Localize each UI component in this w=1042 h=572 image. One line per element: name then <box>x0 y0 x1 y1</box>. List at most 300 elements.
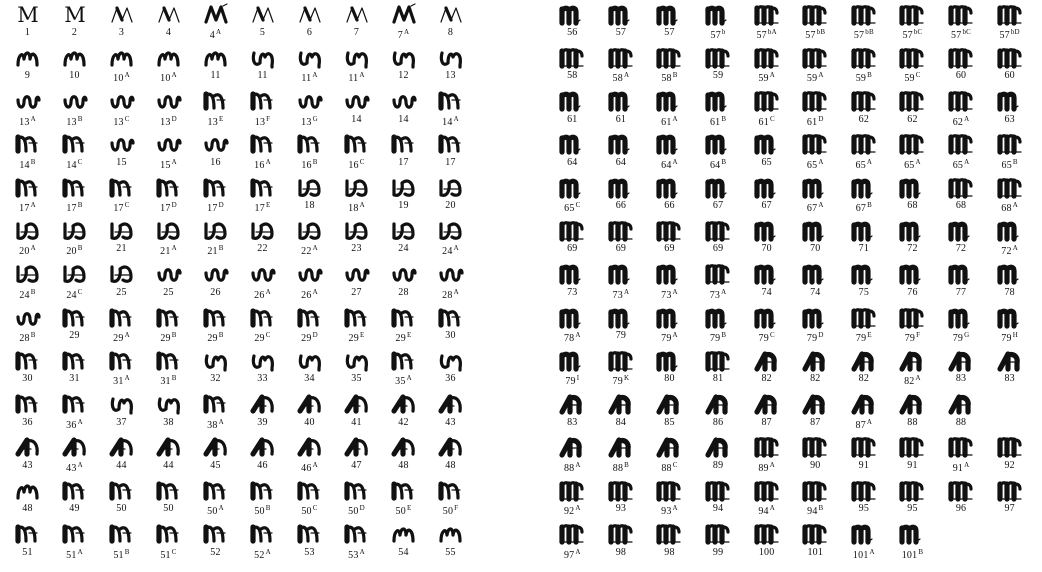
specimen-number: 17 <box>160 203 171 215</box>
specimen-cell <box>239 348 286 391</box>
letter-m-glyph-icon <box>802 175 828 200</box>
specimen-cell <box>937 132 986 175</box>
letter-m-glyph-icon <box>656 522 682 547</box>
specimen-number: 29 <box>395 333 406 345</box>
specimen-number-label <box>398 460 408 471</box>
letter-m-glyph-icon <box>391 45 417 70</box>
letter-m-glyph-icon <box>802 262 828 287</box>
letter-m-glyph-icon <box>899 175 925 200</box>
specimen-cell <box>380 45 427 88</box>
specimen-variant-letter: A <box>869 547 875 556</box>
letter-m-glyph-icon <box>559 218 585 243</box>
specimen-variant-letter: K <box>623 374 630 383</box>
letter-m-glyph-icon <box>948 392 974 417</box>
specimen-number: 43 <box>22 459 33 471</box>
specimen-number: 69 <box>567 243 578 255</box>
specimen-number: 46 <box>301 462 312 474</box>
specimen-number-label <box>166 27 171 38</box>
specimen-cell <box>51 348 98 391</box>
specimen-number: 20 <box>19 246 30 258</box>
specimen-cell <box>192 45 239 88</box>
specimen-cell <box>427 305 474 348</box>
specimen-number-label <box>761 200 771 211</box>
specimen-number: 61 <box>661 116 672 128</box>
letter-m-glyph-icon <box>109 132 135 157</box>
specimen-variant-letter: A <box>672 287 678 296</box>
specimen-number-label <box>859 243 869 254</box>
specimen-number: 79 <box>661 333 672 345</box>
specimen-number: 68 <box>907 200 918 212</box>
specimen-variant-letter: A <box>672 157 678 166</box>
specimen-number: 79 <box>855 333 867 345</box>
letter-m-glyph-icon <box>705 435 731 460</box>
specimen-number-label <box>567 27 577 38</box>
specimen-cell <box>286 218 333 261</box>
specimen-cell <box>888 2 937 45</box>
specimen-variant-letter: A <box>818 71 824 80</box>
letter-m-glyph-icon <box>656 2 682 27</box>
specimen-number-label <box>351 114 361 125</box>
specimen-number-label <box>304 547 314 558</box>
letter-m-glyph-icon <box>203 305 229 330</box>
specimen-number: 57 <box>710 30 721 41</box>
specimen-number-label <box>761 417 771 428</box>
specimen-number: 82 <box>761 373 772 385</box>
letter-m-glyph-icon <box>15 262 41 287</box>
specimen-number-label <box>612 70 630 85</box>
specimen-number: 13 <box>445 70 456 82</box>
specimen-variant-letter: A <box>575 547 581 556</box>
letter-m-glyph-icon <box>109 478 135 503</box>
specimen-number-label <box>563 460 581 474</box>
specimen-cell <box>192 348 239 391</box>
letter-m-glyph-icon <box>608 348 634 373</box>
specimen-variant-letter: A <box>77 460 83 469</box>
specimen-cell <box>645 435 694 478</box>
specimen-cell <box>645 478 694 521</box>
specimen-cell <box>985 175 1034 218</box>
specimen-cell <box>985 45 1034 88</box>
specimen-variant-letter: A <box>964 157 970 166</box>
specimen-number: 29 <box>348 333 359 345</box>
specimen-number-label <box>448 27 453 38</box>
specimen-number-label <box>69 70 79 81</box>
specimen-cell <box>548 175 597 218</box>
specimen-number: 79 <box>612 376 623 388</box>
specimen-number: 43 <box>445 416 456 428</box>
specimen-cell <box>985 2 1034 45</box>
letter-m-glyph-icon <box>705 175 731 200</box>
specimen-number: 68 <box>1001 203 1012 215</box>
specimen-cell <box>239 435 286 478</box>
specimen-number: 87 <box>810 416 821 428</box>
specimen-number-label <box>1001 330 1018 345</box>
specimen-number: 5 <box>259 27 266 38</box>
specimen-number: 53 <box>304 546 315 558</box>
specimen-number-label <box>66 200 83 215</box>
specimen-number: 45 <box>210 459 221 471</box>
specimen-number-label <box>398 114 408 125</box>
specimen-row <box>4 45 474 88</box>
specimen-number: 91 <box>907 459 918 471</box>
letter-m-glyph-icon <box>608 218 634 243</box>
specimen-cell <box>791 305 840 348</box>
specimen-cell <box>333 175 380 218</box>
letter-m-glyph-icon <box>297 305 323 330</box>
letter-m-glyph-icon <box>705 45 731 70</box>
specimen-row <box>548 348 1038 391</box>
specimen-number: 81 <box>712 373 724 385</box>
specimen-number: 58 <box>567 70 578 82</box>
letter-m-glyph-icon <box>109 2 135 27</box>
letter-m-glyph-icon <box>802 89 828 114</box>
letter-m-glyph-icon <box>344 348 370 373</box>
letter-m-glyph-icon <box>391 218 417 243</box>
specimen-number: 99 <box>712 546 724 558</box>
specimen-number: 11 <box>210 70 221 82</box>
specimen-cell <box>985 218 1034 261</box>
letter-m-glyph-icon <box>802 522 828 547</box>
specimen-cell <box>548 435 597 478</box>
specimen-cell <box>937 435 986 478</box>
specimen-number: 83 <box>567 416 578 428</box>
specimen-number: 52 <box>254 549 265 561</box>
specimen-number-label <box>116 287 126 298</box>
specimen-variant-letter: A <box>818 157 824 166</box>
specimen-cell <box>985 392 1034 435</box>
specimen-variant-letter: A <box>312 460 318 469</box>
specimen-cell <box>239 478 286 521</box>
letter-m-glyph-icon <box>109 175 135 200</box>
specimen-number-label <box>163 460 173 471</box>
specimen-variant-letter: A <box>218 417 224 426</box>
specimen-cell <box>888 348 937 391</box>
specimen-number-label <box>348 503 365 518</box>
specimen-variant-letter: D <box>359 504 365 513</box>
specimen-cell <box>51 435 98 478</box>
letter-m-glyph-icon <box>344 392 370 417</box>
specimen-cell <box>840 132 889 175</box>
specimen-variant-letter: C <box>77 287 83 296</box>
specimen-number-label <box>661 70 678 85</box>
specimen-number: 89 <box>712 459 724 471</box>
specimen-number-label <box>66 157 83 171</box>
specimen-number: 39 <box>257 416 268 428</box>
letter-m-glyph-icon <box>250 175 276 200</box>
letter-m-glyph-icon <box>391 2 417 27</box>
letter-m-glyph-icon <box>899 522 925 547</box>
specimen-number-label <box>758 460 775 474</box>
specimen-number: 14 <box>19 159 30 171</box>
specimen-cell <box>427 522 474 565</box>
specimen-number: 51 <box>160 549 171 561</box>
specimen-number-label <box>210 373 220 384</box>
specimen-variant-letter: D <box>818 114 824 123</box>
specimen-number: 15 <box>160 159 171 171</box>
specimen-number-label <box>807 547 823 558</box>
specimen-number-label <box>612 287 630 301</box>
specimen-number: 71 <box>858 243 870 255</box>
specimen-number: 24 <box>66 289 77 301</box>
specimen-cell <box>742 262 791 305</box>
specimen-number-label <box>301 287 318 301</box>
specimen-cell <box>694 132 743 175</box>
specimen-number: 13 <box>19 116 30 128</box>
specimen-number: 35 <box>351 373 362 385</box>
specimen-number-label <box>207 417 224 431</box>
specimen-number-label <box>25 27 30 38</box>
specimen-number: 44 <box>163 459 174 471</box>
letter-m-glyph-icon <box>851 305 877 330</box>
letter-m-glyph-icon <box>559 45 585 70</box>
letter-m-glyph-icon <box>656 435 682 460</box>
specimen-cell <box>145 522 192 565</box>
specimen-cell <box>286 392 333 435</box>
specimen-cell <box>239 45 286 88</box>
specimen-cell <box>694 478 743 521</box>
specimen-number: 50 <box>442 506 454 518</box>
specimen-cell <box>791 2 840 45</box>
specimen-row <box>4 89 474 132</box>
specimen-cell <box>888 175 937 218</box>
specimen-number-label <box>567 157 577 168</box>
specimen-number-label <box>398 243 408 254</box>
specimen-number-label <box>713 200 723 211</box>
letter-m-glyph-icon <box>344 2 370 27</box>
specimen-variant-letter: B <box>265 504 271 513</box>
letter-m-glyph-icon <box>391 262 417 287</box>
letter-m-glyph-icon <box>705 132 731 157</box>
specimen-number-label <box>664 417 674 428</box>
specimen-cell <box>380 392 427 435</box>
letter-m-glyph-icon <box>109 348 135 373</box>
specimen-variant-letter: C <box>312 504 318 513</box>
specimen-cell <box>286 435 333 478</box>
specimen-number-label <box>66 460 83 474</box>
specimen-number-label <box>907 114 917 125</box>
specimen-number: 61 <box>567 113 578 125</box>
specimen-number-label <box>902 27 923 41</box>
letter-m-glyph-icon <box>997 175 1023 200</box>
specimen-variant-letter: C <box>77 157 83 166</box>
specimen-cell <box>51 132 98 175</box>
specimen-number-label <box>445 373 455 384</box>
specimen-variant-letter: B <box>721 331 727 340</box>
letter-m-glyph-icon <box>948 132 974 157</box>
specimen-number: 13 <box>160 116 171 128</box>
specimen-number: 67 <box>761 200 772 212</box>
specimen-number-label <box>709 287 727 301</box>
specimen-variant-letter: A <box>964 114 970 123</box>
specimen-cell <box>4 435 51 478</box>
specimen-variant-letter: B <box>77 244 83 253</box>
specimen-number-label <box>616 503 626 514</box>
specimen-number: 88 <box>661 462 672 474</box>
specimen-variant-letter: A <box>453 114 459 123</box>
specimen-number-label <box>612 373 630 388</box>
specimen-number: 57 <box>805 30 816 41</box>
specimen-number-label <box>567 114 577 125</box>
specimen-variant-letter: bB <box>816 28 826 36</box>
specimen-cell <box>742 478 791 521</box>
letter-m-glyph-icon <box>438 305 464 330</box>
letter-m-glyph-icon <box>705 348 731 373</box>
letter-m-glyph-icon <box>250 478 276 503</box>
specimen-number: 68 <box>955 200 967 212</box>
specimen-number: 80 <box>664 373 675 385</box>
specimen-cell <box>380 218 427 261</box>
specimen-row <box>4 348 474 391</box>
specimen-number-label <box>301 330 318 345</box>
letter-m-glyph-icon <box>62 478 88 503</box>
specimen-variant-letter: B <box>171 374 177 383</box>
specimen-row <box>4 2 474 45</box>
letter-m-glyph-icon <box>203 2 229 27</box>
specimen-cell <box>4 132 51 175</box>
specimen-cell <box>286 175 333 218</box>
specimen-number-label <box>395 373 412 388</box>
specimen-variant-letter: B <box>30 331 36 340</box>
specimen-number: 40 <box>304 416 315 428</box>
specimen-number-label <box>257 417 267 428</box>
specimen-cell <box>937 2 986 45</box>
specimen-number-label <box>713 460 723 471</box>
specimen-number-label <box>254 330 271 345</box>
letter-m-glyph-icon <box>109 392 135 417</box>
specimen-number: 14 <box>66 159 77 171</box>
specimen-number: 78 <box>1004 286 1015 298</box>
specimen-number: 28 <box>398 286 409 298</box>
specimen-number: 97 <box>563 549 575 561</box>
specimen-number-label <box>348 157 365 171</box>
specimen-cell <box>192 305 239 348</box>
specimen-number: 50 <box>301 506 312 518</box>
letter-m-glyph-icon <box>438 522 464 547</box>
specimen-cell <box>742 175 791 218</box>
specimen-number: 17 <box>66 203 77 215</box>
specimen-cell <box>791 45 840 88</box>
specimen-number-label <box>301 157 318 171</box>
specimen-cell <box>937 89 986 132</box>
specimen-number-label <box>907 503 917 514</box>
specimen-cell <box>286 478 333 521</box>
specimen-number: 42 <box>398 416 409 428</box>
specimen-number: 87 <box>855 419 866 431</box>
specimen-variant-letter: I <box>576 374 580 383</box>
specimen-cell <box>4 175 51 218</box>
letter-m-glyph-icon <box>438 435 464 460</box>
specimen-variant-letter: E <box>406 504 412 513</box>
specimen-number-label <box>257 70 267 81</box>
letter-m-glyph-icon <box>250 89 276 114</box>
letter-m-glyph-icon <box>802 435 828 460</box>
specimen-number-label <box>713 417 723 428</box>
specimen-number: 79 <box>758 333 769 345</box>
specimen-cell <box>694 522 743 565</box>
specimen-number: 58 <box>661 73 672 85</box>
letter-m-glyph-icon <box>948 89 974 114</box>
letter-m-glyph-icon <box>15 392 41 417</box>
specimen-cell <box>286 2 333 45</box>
specimen-cell <box>427 2 474 45</box>
specimen-number-label <box>301 70 318 85</box>
specimen-number: 60 <box>955 70 967 82</box>
specimen-cell <box>333 45 380 88</box>
specimen-number: 74 <box>761 286 772 298</box>
specimen-row <box>548 45 1038 88</box>
letter-m-glyph-icon <box>656 89 682 114</box>
specimen-number-label <box>806 157 824 171</box>
specimen-number-label <box>113 114 130 128</box>
specimen-number-label <box>22 547 32 558</box>
specimen-variant-letter: D <box>818 331 824 340</box>
letter-m-glyph-icon <box>997 218 1023 243</box>
specimen-number: 13 <box>113 116 124 128</box>
specimen-number: 48 <box>445 459 456 471</box>
letter-m-glyph-icon <box>109 305 135 330</box>
specimen-number: 10 <box>113 73 124 85</box>
specimen-number-label <box>1004 114 1014 125</box>
specimen-number: 51 <box>22 546 33 558</box>
specimen-number: 28 <box>19 333 30 345</box>
specimen-number-label <box>904 373 921 388</box>
specimen-cell <box>98 262 145 305</box>
specimen-number: 13 <box>301 116 312 128</box>
specimen-cell <box>937 522 986 565</box>
letter-m-glyph-icon <box>391 175 417 200</box>
specimen-number-label <box>859 114 869 125</box>
specimen-cell <box>548 89 597 132</box>
specimen-number-label <box>758 330 775 345</box>
specimen-cell <box>145 435 192 478</box>
specimen-number-label <box>398 547 408 558</box>
letter-m-glyph-icon <box>62 218 88 243</box>
specimen-cell <box>333 435 380 478</box>
specimen-number-label <box>66 547 83 561</box>
specimen-cell <box>985 89 1034 132</box>
specimen-number: 61 <box>806 116 818 128</box>
specimen-number: 92 <box>1004 459 1015 471</box>
specimen-variant-letter: bC <box>962 28 972 36</box>
specimen-number: 9 <box>24 70 31 82</box>
specimen-number-label <box>952 114 970 128</box>
specimen-cell <box>192 522 239 565</box>
specimen-number-label <box>904 157 921 171</box>
letter-m-glyph-icon <box>297 2 323 27</box>
specimen-variant-letter: A <box>124 331 130 340</box>
specimen-number-label <box>19 287 36 301</box>
specimen-variant-letter: A <box>403 28 410 36</box>
specimen-variant-letter: bD <box>1010 28 1020 36</box>
specimen-cell <box>742 305 791 348</box>
specimen-number: 86 <box>712 416 724 428</box>
specimen-cell <box>548 262 597 305</box>
specimen-number-label <box>301 114 318 128</box>
specimen-number-label <box>853 27 874 41</box>
specimen-number: 94 <box>807 506 818 518</box>
specimen-cell <box>192 2 239 45</box>
letter-m-glyph-icon <box>438 175 464 200</box>
specimen-number-label <box>69 373 79 384</box>
specimen-number: 44 <box>116 459 127 471</box>
specimen-variant-letter: A <box>866 157 873 166</box>
specimen-number-label <box>160 330 177 345</box>
specimen-cell <box>145 348 192 391</box>
specimen-cell <box>645 305 694 348</box>
specimen-number: 78 <box>563 333 575 345</box>
specimen-number-label <box>398 417 408 428</box>
letter-m-glyph-icon <box>62 132 88 157</box>
